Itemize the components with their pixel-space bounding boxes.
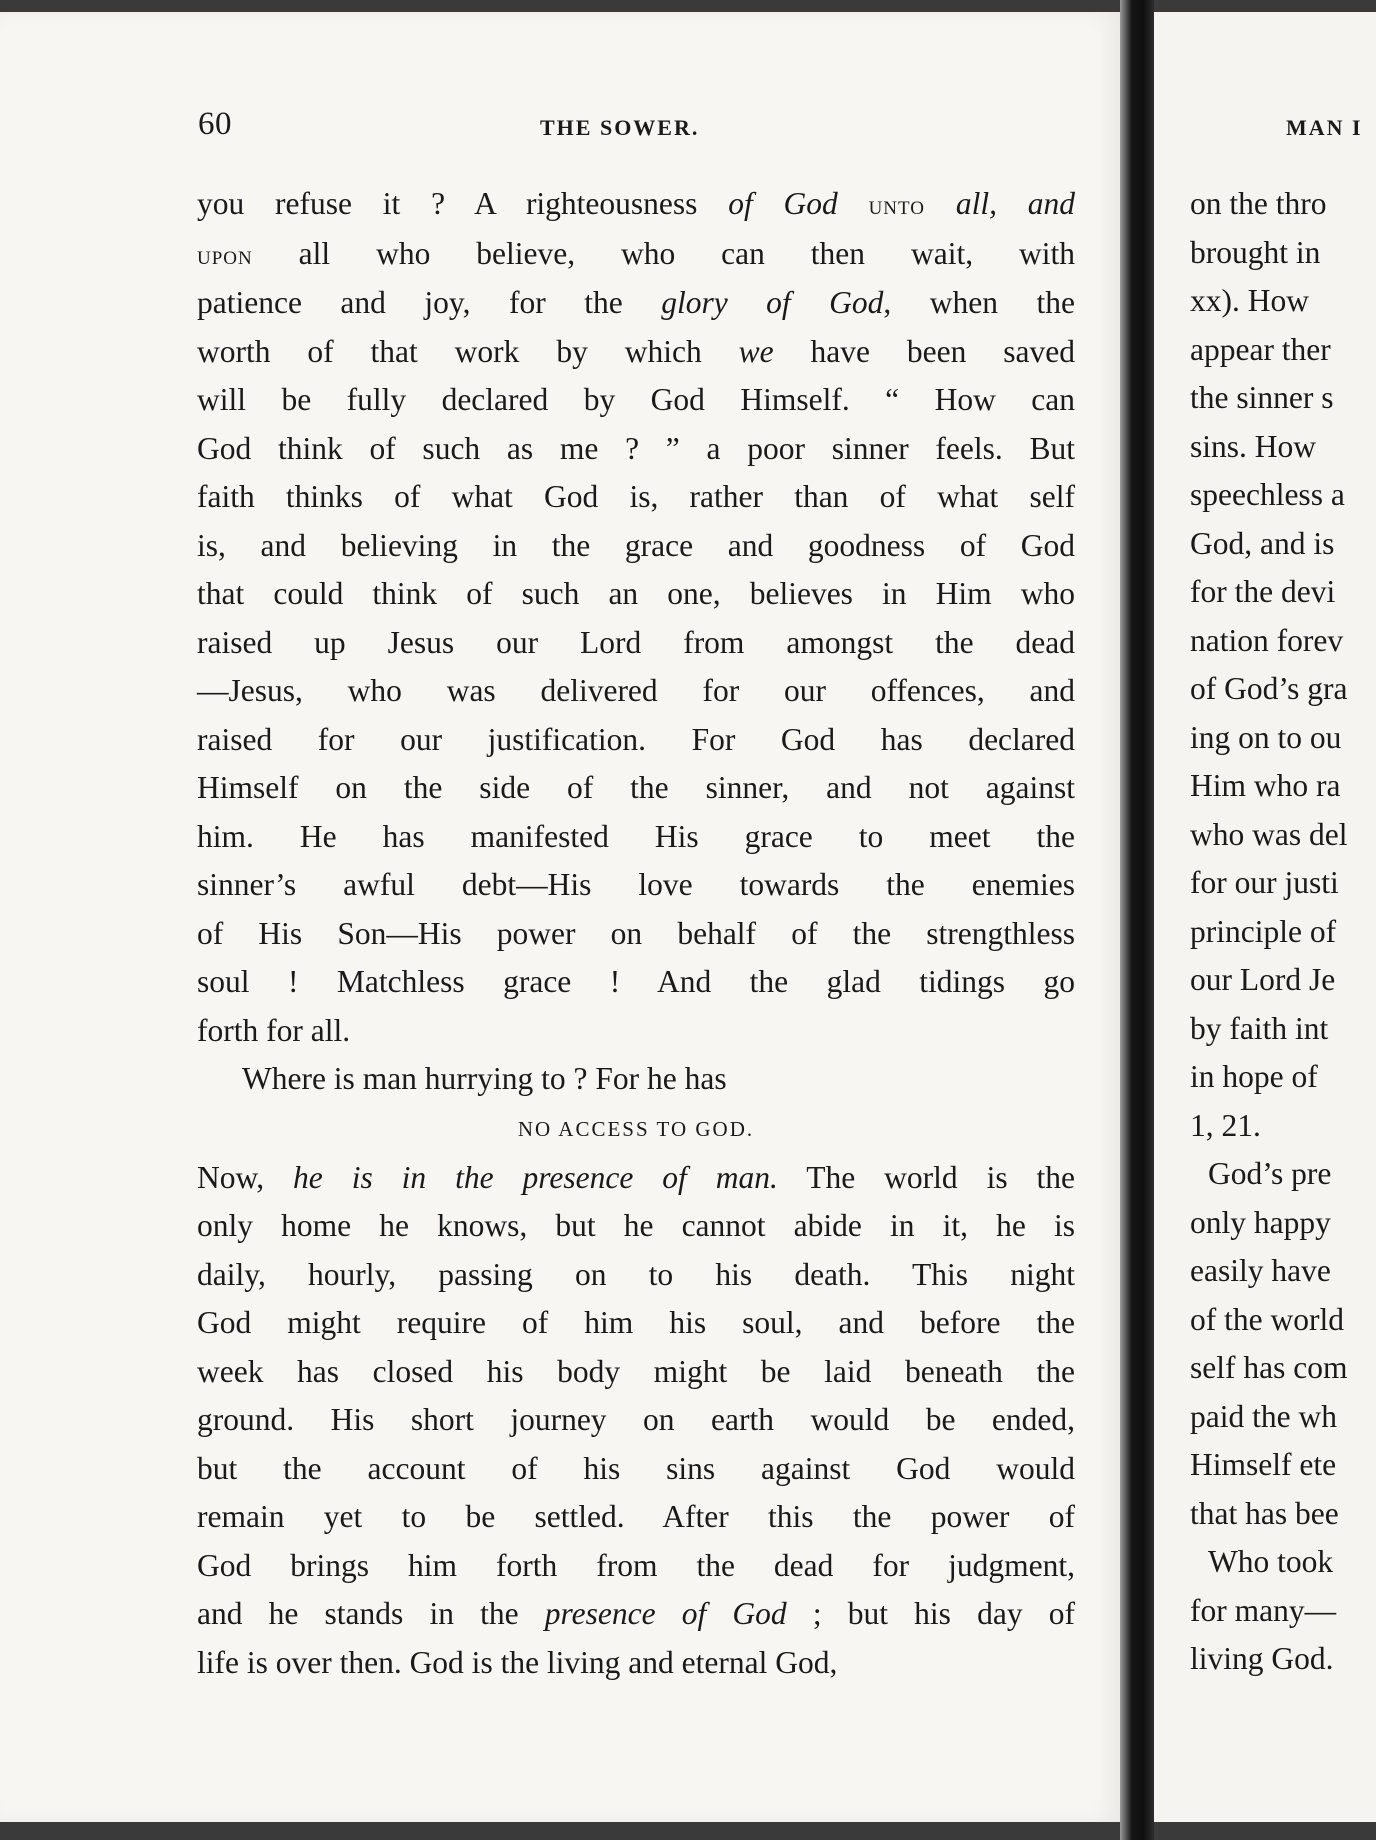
right-text-line: of the world (1190, 1301, 1344, 1337)
right-text-line: of God’s gra (1190, 671, 1348, 706)
right-text-line: the sinner s (1190, 380, 1334, 415)
text-line (197, 1251, 1075, 1300)
right-text-line: living God. (1190, 1641, 1334, 1676)
text-segment: have been saved (773, 333, 1075, 369)
text-segment: him. He has manifested His grace to meet the (197, 818, 1075, 854)
right-text-line: on the thro (1190, 186, 1327, 221)
text-segment: but the account of his sins against God would (197, 1450, 1075, 1486)
text-line (197, 958, 1075, 1007)
text-segment: all, and (955, 186, 1075, 221)
text-line (197, 764, 1075, 813)
text-line (197, 1202, 1075, 1251)
text-line (197, 1542, 1075, 1591)
text-segment (925, 186, 956, 221)
text-line (197, 230, 1075, 280)
text-segment: God brings him forth from the dead for judgment, (197, 1547, 1075, 1583)
right-text-line: 1, 21. (1190, 1107, 1261, 1143)
text-segment: week has closed his body might be laid beneath the (197, 1353, 1075, 1389)
text-segment: patience and joy, for the (197, 285, 662, 320)
text-segment: and he stands in the (197, 1596, 545, 1631)
text-line (197, 473, 1075, 522)
right-text-line: our Lord Je (1190, 962, 1336, 997)
right-page (1154, 12, 1376, 1822)
right-text-line: Who took (1208, 1544, 1334, 1579)
text-segment: daily, hourly, passing on to his death. This night (197, 1256, 1075, 1292)
text-segment: presence of God (544, 1596, 787, 1631)
text-line (197, 328, 1075, 377)
right-text-line: who was del (1190, 816, 1348, 852)
right-text-line: self has com (1190, 1350, 1348, 1385)
right-text-line: brought in (1190, 234, 1321, 270)
text-line (197, 1007, 1075, 1056)
text-line (197, 425, 1075, 474)
text-segment: will be fully declared by God Himself. “ How can (197, 382, 1075, 417)
text-segment: raised up Jesus our Lord from amongst the dead (197, 624, 1075, 660)
text-line (197, 1639, 1075, 1688)
text-segment: , when the (883, 285, 1075, 320)
text-segment: of His Son—His power on behalf of the strengthless (197, 915, 1075, 951)
text-segment: upon (197, 239, 253, 270)
text-line (197, 279, 1075, 328)
text-segment: —Jesus, who was delivered for our offences, and (197, 673, 1075, 708)
text-segment: forth for all. (197, 1012, 351, 1048)
right-text-line: only happy (1190, 1204, 1331, 1240)
text-segment: only home he knows, but he cannot abide in it, he is (197, 1208, 1075, 1243)
text-segment: faith thinks of what God is, rather than of what self (197, 479, 1075, 514)
text-segment: God think of such as me ? ” a poor sinner feels. But (197, 430, 1075, 466)
text-segment: God might require of him his soul, and before the (197, 1305, 1075, 1340)
text-line (197, 180, 1075, 230)
text-segment: remain yet to be settled. After this the power of (197, 1499, 1075, 1534)
text-line (197, 667, 1075, 716)
right-text-line: xx). How (1190, 283, 1309, 318)
text-line (197, 1590, 1075, 1639)
right-text-line: that has bee (1190, 1495, 1339, 1531)
text-line (197, 376, 1075, 425)
text-segment: he is in the presence of man. (293, 1159, 778, 1195)
text-segment: ground. His short journey on earth would be ended, (197, 1402, 1075, 1437)
text-segment: worth of that work by which (197, 333, 739, 369)
text-segment: you refuse it ? A righteousness (197, 186, 729, 221)
text-line (197, 619, 1075, 668)
right-running-head: MAN I (1286, 115, 1363, 140)
left-page (0, 12, 1122, 1822)
text-line (197, 716, 1075, 765)
page-number: 60 (198, 106, 232, 142)
text-line (197, 1445, 1075, 1494)
text-segment: all who believe, who can then wait, with (252, 235, 1075, 271)
text-segment: soul ! Matchless grace ! And the glad tidings go (197, 964, 1075, 999)
right-text-line: for our justi (1190, 865, 1339, 900)
body-text (197, 180, 1075, 1687)
right-text-line: Himself ete (1190, 1447, 1337, 1482)
right-text-line: speechless a (1190, 477, 1345, 512)
text-line (197, 1154, 1075, 1203)
text-line (197, 813, 1075, 862)
right-text-line: principle of (1190, 913, 1337, 949)
text-line (197, 570, 1075, 619)
right-text-line: nation forev (1190, 622, 1344, 658)
book-gutter (1120, 0, 1154, 1840)
text-segment: raised for our justification. For God has declared (197, 721, 1075, 757)
text-segment: glory of God (661, 285, 884, 320)
right-text-line: ing on to ou (1190, 719, 1342, 755)
right-text-line: for the devi (1190, 574, 1336, 609)
right-text-line: God’s pre (1208, 1156, 1332, 1191)
text-line (197, 1396, 1075, 1445)
right-text-line: God, and is (1190, 525, 1335, 561)
text-line (197, 1348, 1075, 1397)
text-segment: sinner’s awful debt—His love towards the enemies (197, 867, 1075, 902)
text-segment: ; but his day of (786, 1596, 1075, 1631)
text-line (197, 1493, 1075, 1542)
section-heading: NO ACCESS TO GOD. (517, 1116, 755, 1141)
text-segment: Himself on the side of the sinner, and not against (197, 770, 1075, 805)
text-segment: that could think of such an one, believes in Him who (197, 576, 1075, 611)
right-text-line: appear ther (1190, 331, 1331, 367)
right-text-line: sins. How (1190, 428, 1317, 464)
text-segment: unto (868, 190, 926, 220)
right-text-line: easily have (1190, 1253, 1331, 1288)
right-text-line: for many— (1190, 1592, 1337, 1628)
text-segment: The world is the (777, 1159, 1076, 1195)
right-text-line: Him who ra (1190, 768, 1341, 803)
right-text-line: paid the wh (1190, 1398, 1337, 1434)
text-segment: life is over then. God is the living and eternal God, (197, 1644, 838, 1680)
text-line (197, 1299, 1075, 1348)
text-segment: is, and believing in the grace and goodness of God (197, 527, 1075, 563)
right-body-text (1190, 180, 1376, 1684)
indented-line: Where is man hurrying to ? For he has (242, 1061, 727, 1096)
right-text-line: by faith int (1190, 1010, 1329, 1046)
running-head: THE SOWER. (540, 115, 700, 140)
text-segment: of God (728, 186, 838, 221)
text-segment: Now, (197, 1159, 294, 1195)
text-line (197, 910, 1075, 959)
text-segment (838, 186, 869, 221)
text-line (197, 522, 1075, 571)
right-text-line: in hope of (1190, 1059, 1318, 1094)
text-segment: we (738, 333, 774, 369)
text-line (197, 861, 1075, 910)
